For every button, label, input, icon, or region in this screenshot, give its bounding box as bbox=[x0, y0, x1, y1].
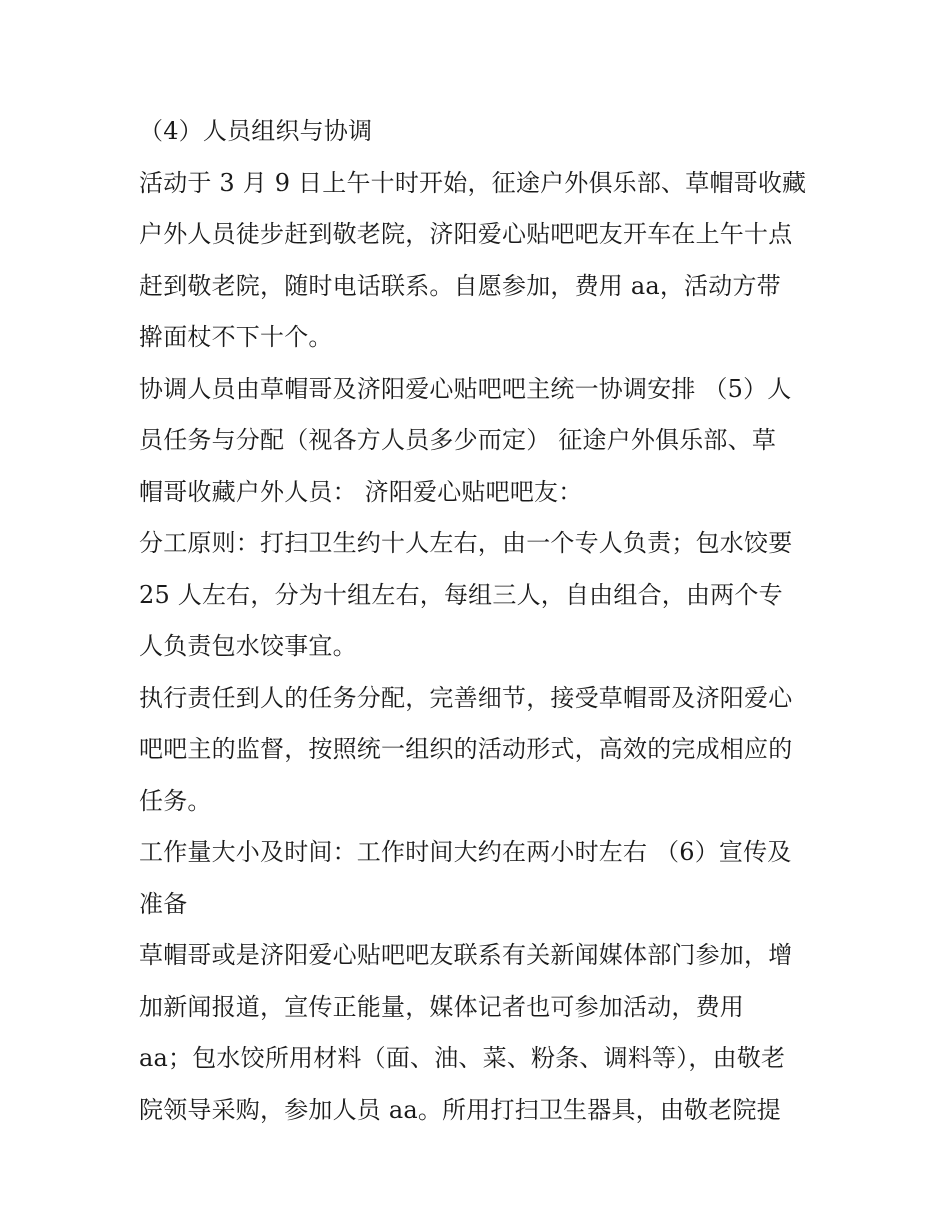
text-line: 执行责任到人的任务分配，完善细节，接受草帽哥及济阳爱心 bbox=[139, 683, 793, 712]
text-line: 25 人左右，分为十组左右，每组三人，自由组合，由两个专 bbox=[139, 580, 783, 609]
text-line: 赶到敬老院，随时电话联系。自愿参加，费用 aa，活动方带 bbox=[139, 271, 781, 300]
text-line: 院领导采购，参加人员 aa。所用打扫卫生器具，由敬老院提 bbox=[139, 1095, 781, 1124]
text-line: 员任务与分配（视各方人员多少而定） 征途户外俱乐部、草 bbox=[139, 426, 777, 454]
text-line: 工作量大小及时间：工作时间大约在两小时左右 （6）宣传及 bbox=[139, 838, 792, 866]
text-line: 帽哥收藏户外人员： 济阳爱心贴吧吧友： bbox=[139, 477, 583, 506]
text-line: 协调人员由草帽哥及济阳爱心贴吧吧主统一协调安排 （5）人 bbox=[139, 374, 792, 403]
text-line: 户外人员徒步赶到敬老院，济阳爱心贴吧吧友开车在上午十点 bbox=[139, 220, 793, 248]
text-line: 擀面杖不下十个。 bbox=[139, 323, 333, 351]
text-line: aa；包水饺所用材料（面、油、菜、粉条、调料等），由敬老 bbox=[139, 1044, 786, 1072]
text-line: 加新闻报道，宣传正能量，媒体记者也可参加活动，费用 bbox=[139, 992, 744, 1021]
text-line: 活动于 3 月 9 日上午十时开始，征途户外俱乐部、草帽哥收藏 bbox=[139, 168, 807, 197]
heading-section-4: （4）人员组织与协调 bbox=[139, 117, 373, 145]
text-line: 分工原则：打扫卫生约十人左右，由一个专人负责；包水饺要 bbox=[139, 529, 793, 557]
text-line: 任务。 bbox=[139, 786, 212, 815]
text-line: 草帽哥或是济阳爱心贴吧吧友联系有关新闻媒体部门参加，增 bbox=[139, 941, 793, 969]
text-line: 吧吧主的监督，按照统一组织的活动形式，高效的完成相应的 bbox=[139, 735, 793, 763]
text-line: 准备 bbox=[139, 889, 188, 918]
document-body bbox=[139, 106, 819, 1136]
text-line: 人负责包水饺事宜。 bbox=[139, 632, 357, 660]
